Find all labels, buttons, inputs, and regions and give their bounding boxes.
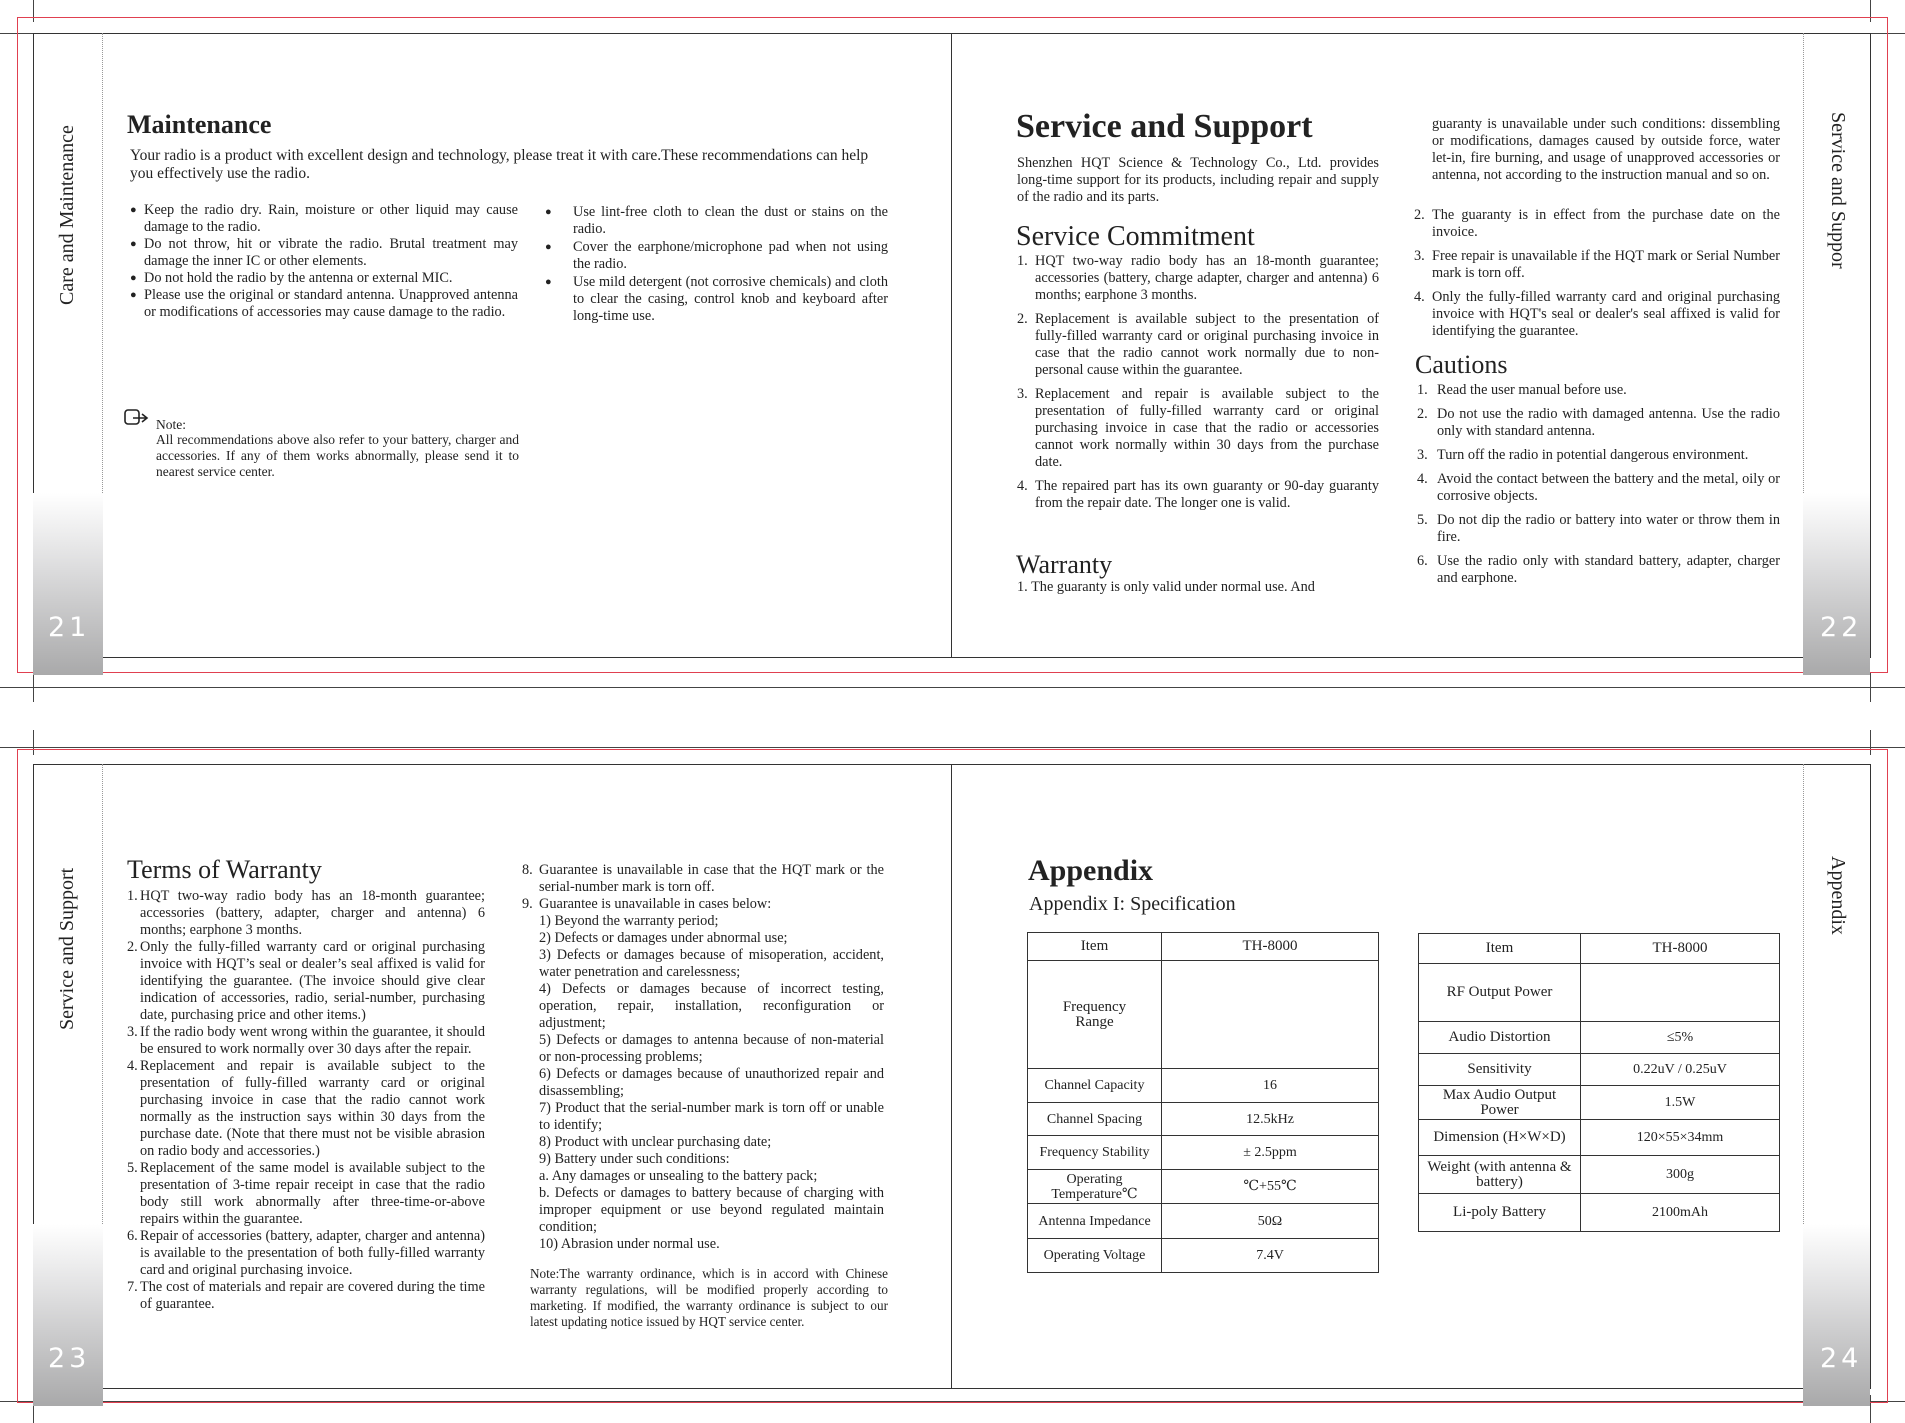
table-header: TH-8000 bbox=[1581, 934, 1780, 964]
warranty-terms-list bbox=[127, 888, 485, 1313]
note-text: All recommendations above also refer to your battery, charger and accessories. If any of them works abnormally, please send it to nearest service center. bbox=[156, 432, 519, 479]
page-subtitle: Appendix I: Specification bbox=[1029, 893, 1236, 915]
table-header: Item bbox=[1419, 934, 1581, 964]
side-label: Service and Support bbox=[56, 867, 78, 1030]
list-item: 3. Replacement and repair is available subject to the presentation of fully-filled warranty card or original purchasing invoice in case that the radio or accessories cannot work normally within 30 days from the purchase date. bbox=[1017, 386, 1379, 470]
note-text: Note:The warranty ordinance, which is in accord with Chinese warranty regulations, will be modified properly according to marketing. If modified, the warranty ordinance is subject to our latest updating notice issued by HQT service center. bbox=[530, 1266, 888, 1329]
list-item: a. Any damages or unsealing to the battery pack; bbox=[539, 1168, 818, 1184]
page-number: 24 bbox=[1820, 1343, 1863, 1374]
list-item: 2. Do not use the radio with damaged antenna. Use the radio only with standard antenna. bbox=[1417, 406, 1780, 439]
commitment-list bbox=[1017, 253, 1379, 519]
page-title: Terms of Warranty bbox=[127, 855, 322, 884]
table-row: Antenna Impedance 50Ω bbox=[1028, 1204, 1379, 1239]
table-row: Weight (with antenna & battery) 300g bbox=[1419, 1156, 1780, 1194]
list-item: 6. Use the radio only with standard battery, adapter, charger and earphone. bbox=[1417, 553, 1780, 586]
table-row: Channel Capacity 16 bbox=[1028, 1069, 1379, 1103]
list-item: 1. HQT two-way radio body has an 18-month guarantee; accessories (battery, charge adapter, charger and antenna) 6 months; earphone 3 months. bbox=[1017, 253, 1379, 303]
list-item: 3) Defects or damages because of misoperation, accident, water penetration and carelessness; bbox=[539, 947, 884, 980]
list-item: ● Please use the original or standard antenna. Unapproved antenna or modifications of accessories may cause damage to the radio. bbox=[130, 287, 518, 321]
table-row: Frequency Stability ± 2.5ppm bbox=[1028, 1136, 1379, 1170]
sub-list bbox=[522, 913, 884, 1253]
page-tab-right bbox=[1803, 493, 1870, 675]
list-item: 8) Product with unclear purchasing date; bbox=[539, 1134, 772, 1150]
warranty-exclusions bbox=[522, 862, 884, 1253]
list-item: 1. HQT two-way radio body has an 18-month guarantee; accessories (battery, adapter, charger and antenna) 6 months; earphone 3 months. bbox=[127, 888, 485, 938]
list-item: ● Use lint-free cloth to clean the dust or stains on the radio. bbox=[545, 204, 888, 238]
warranty-list bbox=[1414, 207, 1780, 347]
side-label: Care and Maintenance bbox=[56, 125, 78, 305]
list-item: 2. The guaranty is in effect from the purchase date on the invoice. bbox=[1414, 207, 1780, 240]
table-row: Frequency Range bbox=[1028, 961, 1379, 1069]
list-item: ● Cover the earphone/microphone pad when not using the radio. bbox=[545, 239, 888, 273]
table-row: Sensitivity 0.22uV / 0.25uV bbox=[1419, 1054, 1780, 1086]
list-item: 1. Read the user manual before use. bbox=[1417, 382, 1627, 398]
list-item: 1. The guaranty is only valid under normal use. And bbox=[1017, 579, 1315, 595]
list-item: 4. Avoid the contact between the battery and the metal, oily or corrosive objects. bbox=[1417, 471, 1780, 504]
list-item: 3. Turn off the radio in potential dangerous environment. bbox=[1417, 447, 1749, 463]
table-header: TH-8000 bbox=[1162, 933, 1379, 961]
top-spread-gutter bbox=[951, 33, 952, 658]
table-row: Operating Voltage 7.4V bbox=[1028, 1239, 1379, 1273]
section-title: Cautions bbox=[1415, 350, 1508, 379]
page-number: 22 bbox=[1820, 612, 1863, 643]
bottom-spread-gutter bbox=[951, 764, 952, 1389]
page-title: Appendix bbox=[1028, 854, 1154, 887]
list-item: 2. Only the fully-filled warranty card or original purchasing invoice with HQT’s seal or dealer’s seal affixed is valid for identifying the guarantee. (The invoice should give clear indication of accessories, radio, serial-number, purchasing date, purchasing price and other items.) bbox=[127, 939, 485, 1023]
list-item: 1) Beyond the warranty period; bbox=[539, 913, 719, 929]
spec-table-2 bbox=[1418, 933, 1780, 1232]
list-item: b. Defects or damages to battery because of charging with improper equipment or use beyond regulated maintain condition; bbox=[539, 1185, 884, 1235]
list-item: 10) Abrasion under normal use. bbox=[539, 1236, 720, 1252]
page-tab-left bbox=[33, 493, 103, 675]
list-item: 4. The repaired part has its own guaranty or 90-day guaranty from the repair date. The longer one is valid. bbox=[1017, 478, 1379, 511]
list-item: 3. Free repair is unavailable if the HQT mark or Serial Number mark is torn off. bbox=[1414, 248, 1780, 281]
list-item: 4) Defects or damages because of incorrect testing, operation, repair, installation, reconfiguration or adjustment; bbox=[539, 981, 884, 1031]
list-item: ● Do not hold the radio by the antenna or external MIC. bbox=[130, 270, 518, 287]
list-item: 3. If the radio body went wrong within the guarantee, it should be ensured to work normally over 30 days after the repair. bbox=[127, 1024, 485, 1057]
right-bullet-list bbox=[545, 204, 888, 325]
table-row: Audio Distortion ≤5% bbox=[1419, 1022, 1780, 1054]
list-item: ● Use mild detergent (not corrosive chemicals) and cloth to clear the casing, control knob and keyboard after long-time use. bbox=[545, 274, 888, 325]
left-bullet-list bbox=[130, 202, 518, 321]
list-item: 9) Battery under such conditions: bbox=[539, 1151, 730, 1167]
list-item: 5. Do not dip the radio or battery into water or throw them in fire. bbox=[1417, 512, 1780, 545]
side-label: Service and Suppor bbox=[1827, 112, 1849, 269]
table-row: Max Audio Output Power 1.5W bbox=[1419, 1086, 1780, 1120]
spec-table-1 bbox=[1027, 932, 1379, 1273]
list-item: 4. Replacement and repair is available subject to the presentation of fully-filled warranty card or original purchasing invoice in case that the radio cannot work normally as the instruction says within 30 days from the purchase date. (Note that there must not be visible abrasion on radio body and accessories.) bbox=[127, 1058, 485, 1159]
page-number: 21 bbox=[48, 612, 91, 643]
list-item: 7. The cost of materials and repair are covered during the time of guarantee. bbox=[127, 1279, 485, 1312]
page-title: Service and Support bbox=[1016, 108, 1313, 145]
section-title: Service Commitment bbox=[1016, 221, 1255, 252]
note-icon bbox=[124, 408, 150, 433]
note-label: Note: bbox=[156, 417, 186, 432]
table-row: Channel Spacing 12.5kHz bbox=[1028, 1103, 1379, 1136]
list-item: 5) Defects or damages to antenna because of non-material or non-processing problems; bbox=[539, 1032, 884, 1065]
table-row: Dimension (H×W×D) 120×55×34mm bbox=[1419, 1120, 1780, 1156]
section-title: Warranty bbox=[1016, 550, 1113, 579]
page-tab-right bbox=[1803, 1224, 1870, 1406]
table-row: Operating Temperature℃ ℃+55℃ bbox=[1028, 1170, 1379, 1204]
warranty-continuation: guaranty is unavailable under such conditions: dissembling or modifications, damages caused by outside force, water let-in, fire burning, and usage of unapproved accessories or antenna, not according to the instruction manual and so on. bbox=[1432, 116, 1780, 183]
page-number: 23 bbox=[48, 1343, 91, 1374]
page-title: Maintenance bbox=[127, 110, 272, 139]
list-item: 9. Guarantee is unavailable in cases below: bbox=[522, 896, 772, 912]
cautions-list bbox=[1417, 382, 1780, 594]
table-row: RF Output Power bbox=[1419, 964, 1780, 1022]
list-item: ● Do not throw, hit or vibrate the radio. Brutal treatment may damage the inner IC or other elements. bbox=[130, 236, 518, 270]
intro-text: Shenzhen HQT Science & Technology Co., Ltd. provides long-time support for its products, including repair and supply of the radio and its parts. bbox=[1017, 155, 1379, 205]
table-row: Li-poly Battery 2100mAh bbox=[1419, 1194, 1780, 1232]
list-item: 2. Replacement is available subject to the presentation of fully-filled warranty card or original purchasing invoice in case that the radio cannot work normally due to non-personal cause within the guarantee. bbox=[1017, 311, 1379, 378]
list-item: 7) Product that the serial-number mark is torn off or unable to identify; bbox=[539, 1100, 884, 1133]
list-item: ● Keep the radio dry. Rain, moisture or other liquid may cause damage to the radio. bbox=[130, 202, 518, 236]
list-item: 8. Guarantee is unavailable in case that the HQT mark or the serial-number mark is torn off. bbox=[522, 862, 884, 895]
side-label: Appendix bbox=[1827, 856, 1849, 935]
table-header: Item bbox=[1028, 933, 1162, 961]
list-item: 5. Replacement of the same model is available subject to the presentation of 3-time repair receipt in case that the radio body still work abnormally after three-time-or-above repairs within the guarantee. bbox=[127, 1160, 485, 1227]
page-tab-left bbox=[33, 1224, 103, 1406]
list-item: 6) Defects or damages because of unauthorized repair and disassembling; bbox=[539, 1066, 884, 1099]
list-item: 6. Repair of accessories (battery, adapter, charger and antenna) is available to the presentation of both fully-filled warranty card and original purchasing invoice. bbox=[127, 1228, 485, 1278]
list-item: 4. Only the fully-filled warranty card and original purchasing invoice with HQT's seal or dealer's seal affixed is valid for identifying the guarantee. bbox=[1414, 289, 1780, 339]
intro-text: Your radio is a product with excellent design and technology, please treat it with care.These recommendations can help you effectively use the radio. bbox=[130, 147, 869, 182]
list-item: 2) Defects or damages under abnormal use; bbox=[539, 930, 788, 946]
